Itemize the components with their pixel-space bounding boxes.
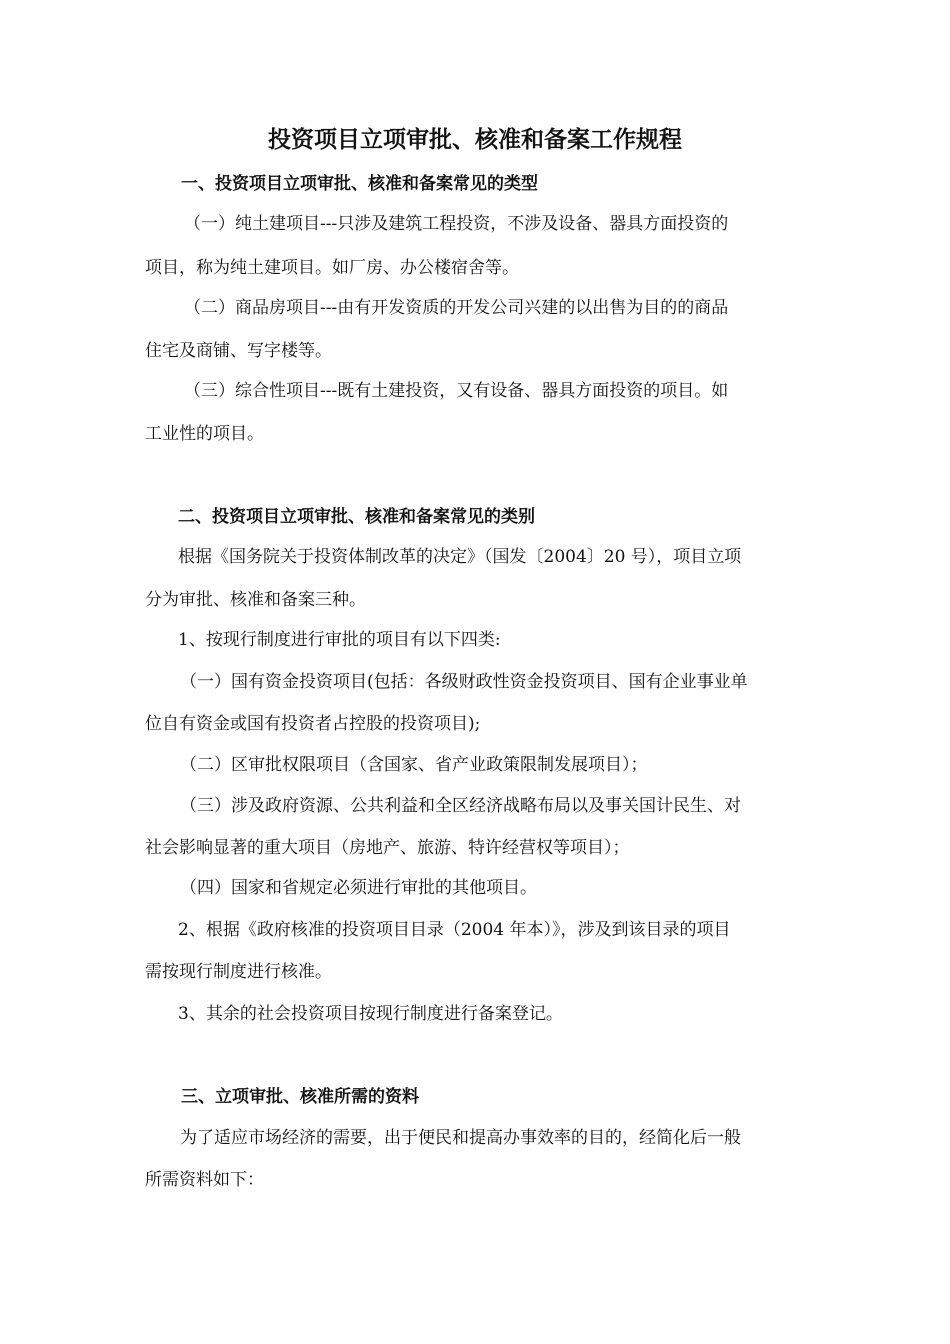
section-1-item-3-line-1: （三）综合性项目---既有土建投资，又有设备、器具方面投资的项目。如 bbox=[184, 381, 729, 401]
section-2-intro-line-2: 分为审批、核准和备案三种。 bbox=[145, 590, 366, 610]
section-2-point-1: 1、按现行制度进行审批的项目有以下四类: bbox=[178, 630, 501, 650]
section-3-heading: 三、立项审批、核准所需的资料 bbox=[181, 1087, 419, 1107]
section-1-item-2-line-2: 住宅及商铺、写字楼等。 bbox=[145, 341, 332, 361]
section-2-point-3: 3、其余的社会投资项目按现行制度进行备案登记。 bbox=[178, 1004, 563, 1024]
section-2-sub-2: （二）区审批权限项目（含国家、省产业政策限制发展项目）； bbox=[180, 755, 648, 775]
section-2-point-2-line-1: 2、根据《政府核准的投资项目目录（2004 年本）》，涉及到该目录的项目 bbox=[178, 920, 731, 940]
section-2-intro-line-1: 根据《国务院关于投资体制改革的决定》（国发〔2004〕20 号），项目立项 bbox=[178, 547, 742, 567]
section-1-item-2-line-1: （二）商品房项目---由有开发资质的开发公司兴建的以出售为目的的商品 bbox=[184, 298, 729, 318]
section-2-sub-1-line-1: （一）国有资金投资项目(包括：各级财政性资金投资项目、国有企业事业单 bbox=[180, 672, 748, 692]
section-3-intro-line-2: 所需资料如下： bbox=[145, 1170, 264, 1190]
section-2-sub-1-line-2: 位自有资金或国有投资者占控股的投资项目); bbox=[145, 714, 481, 734]
section-2-point-2-line-2: 需按现行制度进行核准。 bbox=[145, 962, 332, 982]
section-2-sub-3-line-1: （三）涉及政府资源、公共利益和全区经济战略布局以及事关国计民生、对 bbox=[180, 796, 741, 816]
section-2-sub-4: （四）国家和省规定必须进行审批的其他项目。 bbox=[180, 878, 537, 898]
section-1-item-1-line-1: （一）纯土建项目---只涉及建筑工程投资，不涉及设备、器具方面投资的 bbox=[184, 214, 729, 234]
section-2-sub-3-line-2: 社会影响显著的重大项目（房地产、旅游、特许经营权等项目）； bbox=[145, 838, 630, 858]
document-title: 投资项目立项审批、核准和备案工作规程 bbox=[268, 126, 682, 153]
section-1-heading: 一、投资项目立项审批、核准和备案常见的类型 bbox=[181, 174, 538, 194]
section-3-intro-line-1: 为了适应市场经济的需要，出于便民和提高办事效率的目的，经简化后一般 bbox=[180, 1128, 741, 1148]
section-1-item-1-line-2: 项目，称为纯土建项目。如厂房、办公楼宿舍等。 bbox=[145, 258, 519, 278]
section-1-item-3-line-2: 工业性的项目。 bbox=[145, 424, 264, 444]
section-2-heading: 二、投资项目立项审批、核准和备案常见的类别 bbox=[178, 507, 535, 527]
